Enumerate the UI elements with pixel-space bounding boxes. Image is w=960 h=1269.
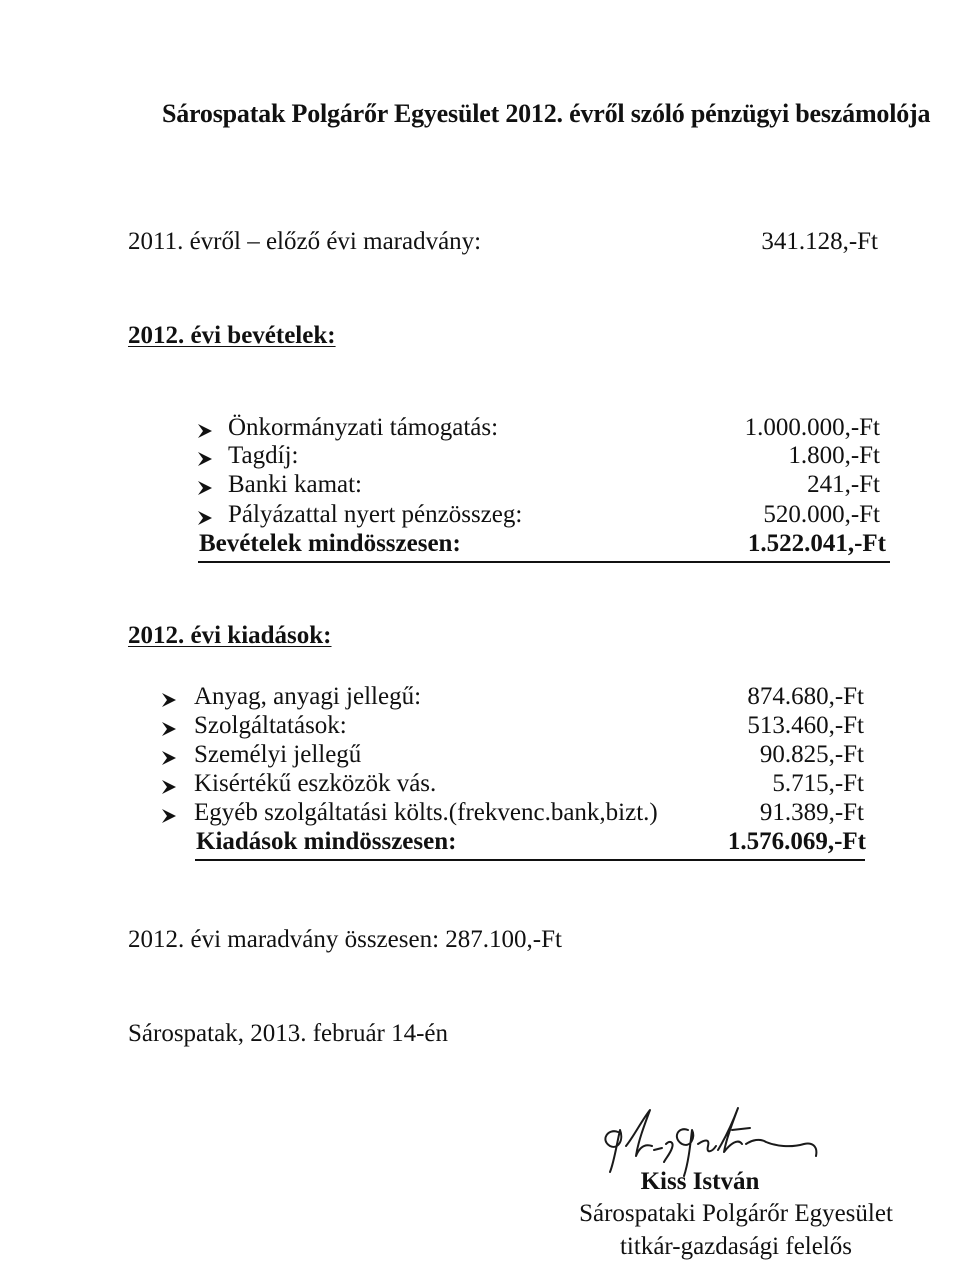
place-date: Sárospatak, 2013. február 14-én: [128, 1020, 449, 1047]
income-item-value: 520.000,-Ft: [763, 501, 880, 528]
expenses-total-value: 1.576.069,-Ft: [727, 828, 866, 855]
list-item: [160, 799, 658, 827]
expense-item-value: 90.825,-Ft: [759, 741, 864, 768]
year-remainder: 2012. évi maradvány összesen: 287.100,-Ft: [128, 926, 562, 953]
expenses-heading: 2012. évi kiadások:: [128, 622, 332, 649]
income-item-label: Pályázattal nyert pénzösszeg:: [228, 501, 523, 528]
arrowhead-bullet-icon: [196, 509, 214, 527]
prev-balance-value: 341.128,-Ft: [761, 228, 878, 255]
expense-item-value: 874.680,-Ft: [747, 683, 864, 710]
expense-item-label: Személyi jellegű: [194, 741, 362, 768]
expense-item-label: Egyéb szolgáltatási költs.(frekvenc.bank,bizt.): [194, 799, 658, 826]
list-item: [196, 414, 498, 442]
income-total-label: Bevételek mindösszesen:: [199, 530, 461, 557]
income-total-rule: [198, 561, 890, 563]
document-title: Sárospatak Polgárőr Egyesület 2012. évről szóló pénzügyi beszámolója: [162, 99, 931, 128]
arrowhead-bullet-icon: [196, 450, 214, 468]
arrowhead-bullet-icon: [160, 807, 178, 825]
expense-item-value: 513.460,-Ft: [747, 712, 864, 739]
income-heading: 2012. évi bevételek:: [128, 322, 336, 349]
list-item: [160, 770, 436, 798]
signer-organization: Sárospataki Polgárőr Egyesület: [579, 1200, 893, 1227]
arrowhead-bullet-icon: [160, 691, 178, 709]
arrowhead-bullet-icon: [196, 479, 214, 497]
expense-item-label: Szolgáltatások:: [194, 712, 347, 739]
expense-item-label: Anyag, anyagi jellegű:: [194, 683, 422, 710]
income-item-value: 1.800,-Ft: [788, 442, 880, 469]
expenses-total-label: Kiadások mindösszesen:: [196, 828, 457, 855]
expense-item-value: 5.715,-Ft: [772, 770, 864, 797]
arrowhead-bullet-icon: [160, 749, 178, 767]
arrowhead-bullet-icon: [160, 720, 178, 738]
income-item-label: Tagdíj:: [228, 442, 299, 469]
list-item: [160, 683, 421, 711]
list-item: [196, 471, 362, 499]
arrowhead-bullet-icon: [160, 778, 178, 796]
income-item-label: Banki kamat:: [228, 471, 362, 498]
income-item-label: Önkormányzati támogatás:: [228, 414, 499, 441]
list-item: [196, 501, 522, 529]
list-item: [196, 442, 298, 470]
prev-balance-label: 2011. évről – előző évi maradvány:: [128, 228, 482, 255]
list-item: [160, 741, 361, 769]
income-item-value: 1.000.000,-Ft: [744, 414, 880, 441]
income-total-value: 1.522.041,-Ft: [747, 530, 886, 557]
list-item: [160, 712, 347, 740]
signer-role: titkár-gazdasági felelős: [619, 1233, 853, 1260]
expense-item-label: Kisértékű eszközök vás.: [194, 770, 437, 797]
income-item-value: 241,-Ft: [807, 471, 880, 498]
expense-item-value: 91.389,-Ft: [759, 799, 864, 826]
signer-name: Kiss István: [640, 1168, 760, 1195]
arrowhead-bullet-icon: [196, 422, 214, 440]
expenses-total-rule: [195, 859, 865, 861]
